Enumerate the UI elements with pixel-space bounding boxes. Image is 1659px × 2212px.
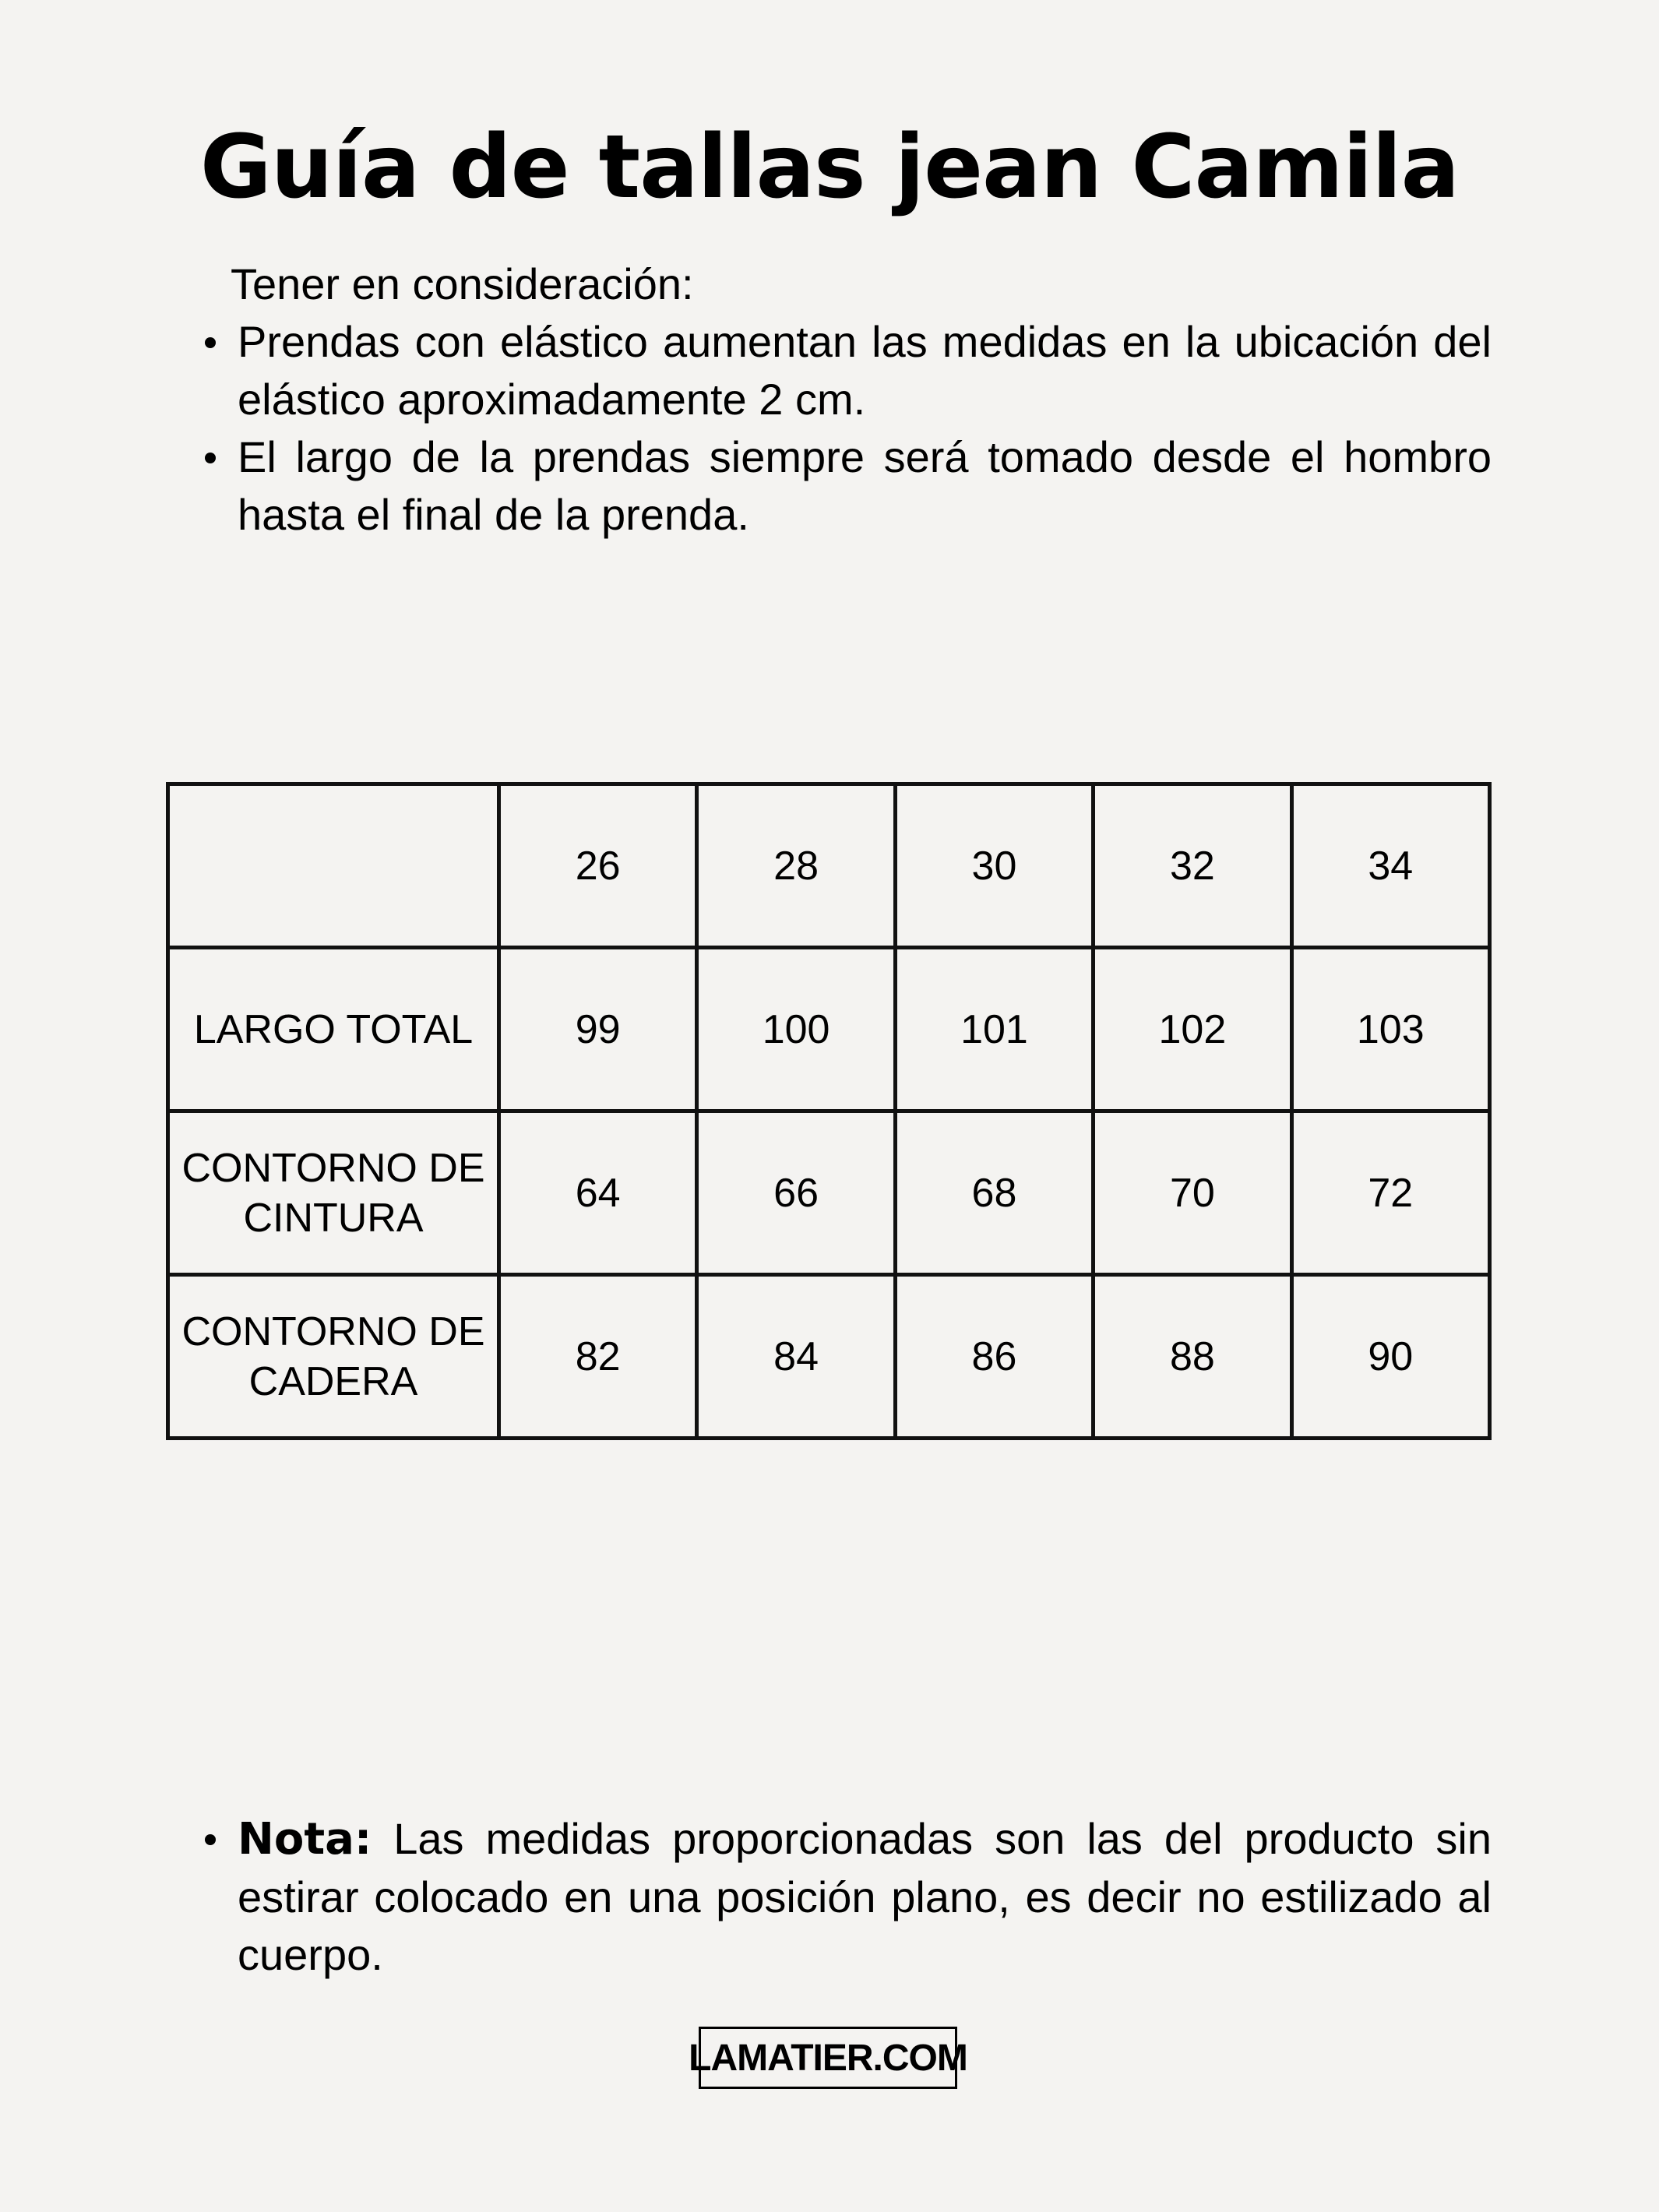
table-cell: 70 (1094, 1111, 1291, 1275)
size-header-cell: 28 (697, 784, 895, 948)
table-row (168, 1111, 1490, 1275)
row-label-cell: LARGO TOTAL (168, 948, 499, 1111)
website-link[interactable]: LAMATIER.COM (699, 2027, 957, 2089)
table-corner-cell (168, 784, 499, 948)
table-cell: 64 (499, 1111, 697, 1275)
considerations-list (238, 313, 1492, 544)
note-text: Las medidas proporcionadas son las del producto sin estirar colocado en una posición plano, es decir no estilizado al cuerpo. (238, 1814, 1492, 1979)
table-cell: 88 (1094, 1275, 1291, 1439)
row-label-cell: CONTORNO DE CADERA (168, 1275, 499, 1439)
size-header-cell: 26 (499, 784, 697, 948)
list-item: El largo de la prendas siempre será tomado desde el hombro hasta el final de la prenda. (238, 428, 1492, 544)
table-cell: 90 (1291, 1275, 1489, 1439)
table-cell: 103 (1291, 948, 1489, 1111)
table-header-row (168, 784, 1490, 948)
list-item: Prendas con elástico aumentan las medidas en la ubicación del elástico aproximadamente 2 cm. (238, 313, 1492, 428)
table-row (168, 1275, 1490, 1439)
note-list (238, 1810, 1492, 1984)
page-title: Guía de tallas jean Camila (199, 117, 1460, 218)
size-header-cell: 30 (895, 784, 1093, 948)
row-label-cell: CONTORNO DE CINTURA (168, 1111, 499, 1275)
note-item (238, 1810, 1492, 1984)
table-cell: 101 (895, 948, 1093, 1111)
size-header-cell: 32 (1094, 784, 1291, 948)
table-cell: 86 (895, 1275, 1093, 1439)
table-row (168, 948, 1490, 1111)
size-header-cell: 34 (1291, 784, 1489, 948)
table-cell: 100 (697, 948, 895, 1111)
table-cell: 66 (697, 1111, 895, 1275)
size-table (166, 782, 1492, 1440)
table-cell: 72 (1291, 1111, 1489, 1275)
table-cell: 99 (499, 948, 697, 1111)
table-cell: 68 (895, 1111, 1093, 1275)
table-cell: 82 (499, 1275, 697, 1439)
table-cell: 84 (697, 1275, 895, 1439)
table-cell: 102 (1094, 948, 1291, 1111)
intro-text: Tener en consideración: (231, 259, 694, 308)
note-label: Nota: (238, 1814, 372, 1865)
